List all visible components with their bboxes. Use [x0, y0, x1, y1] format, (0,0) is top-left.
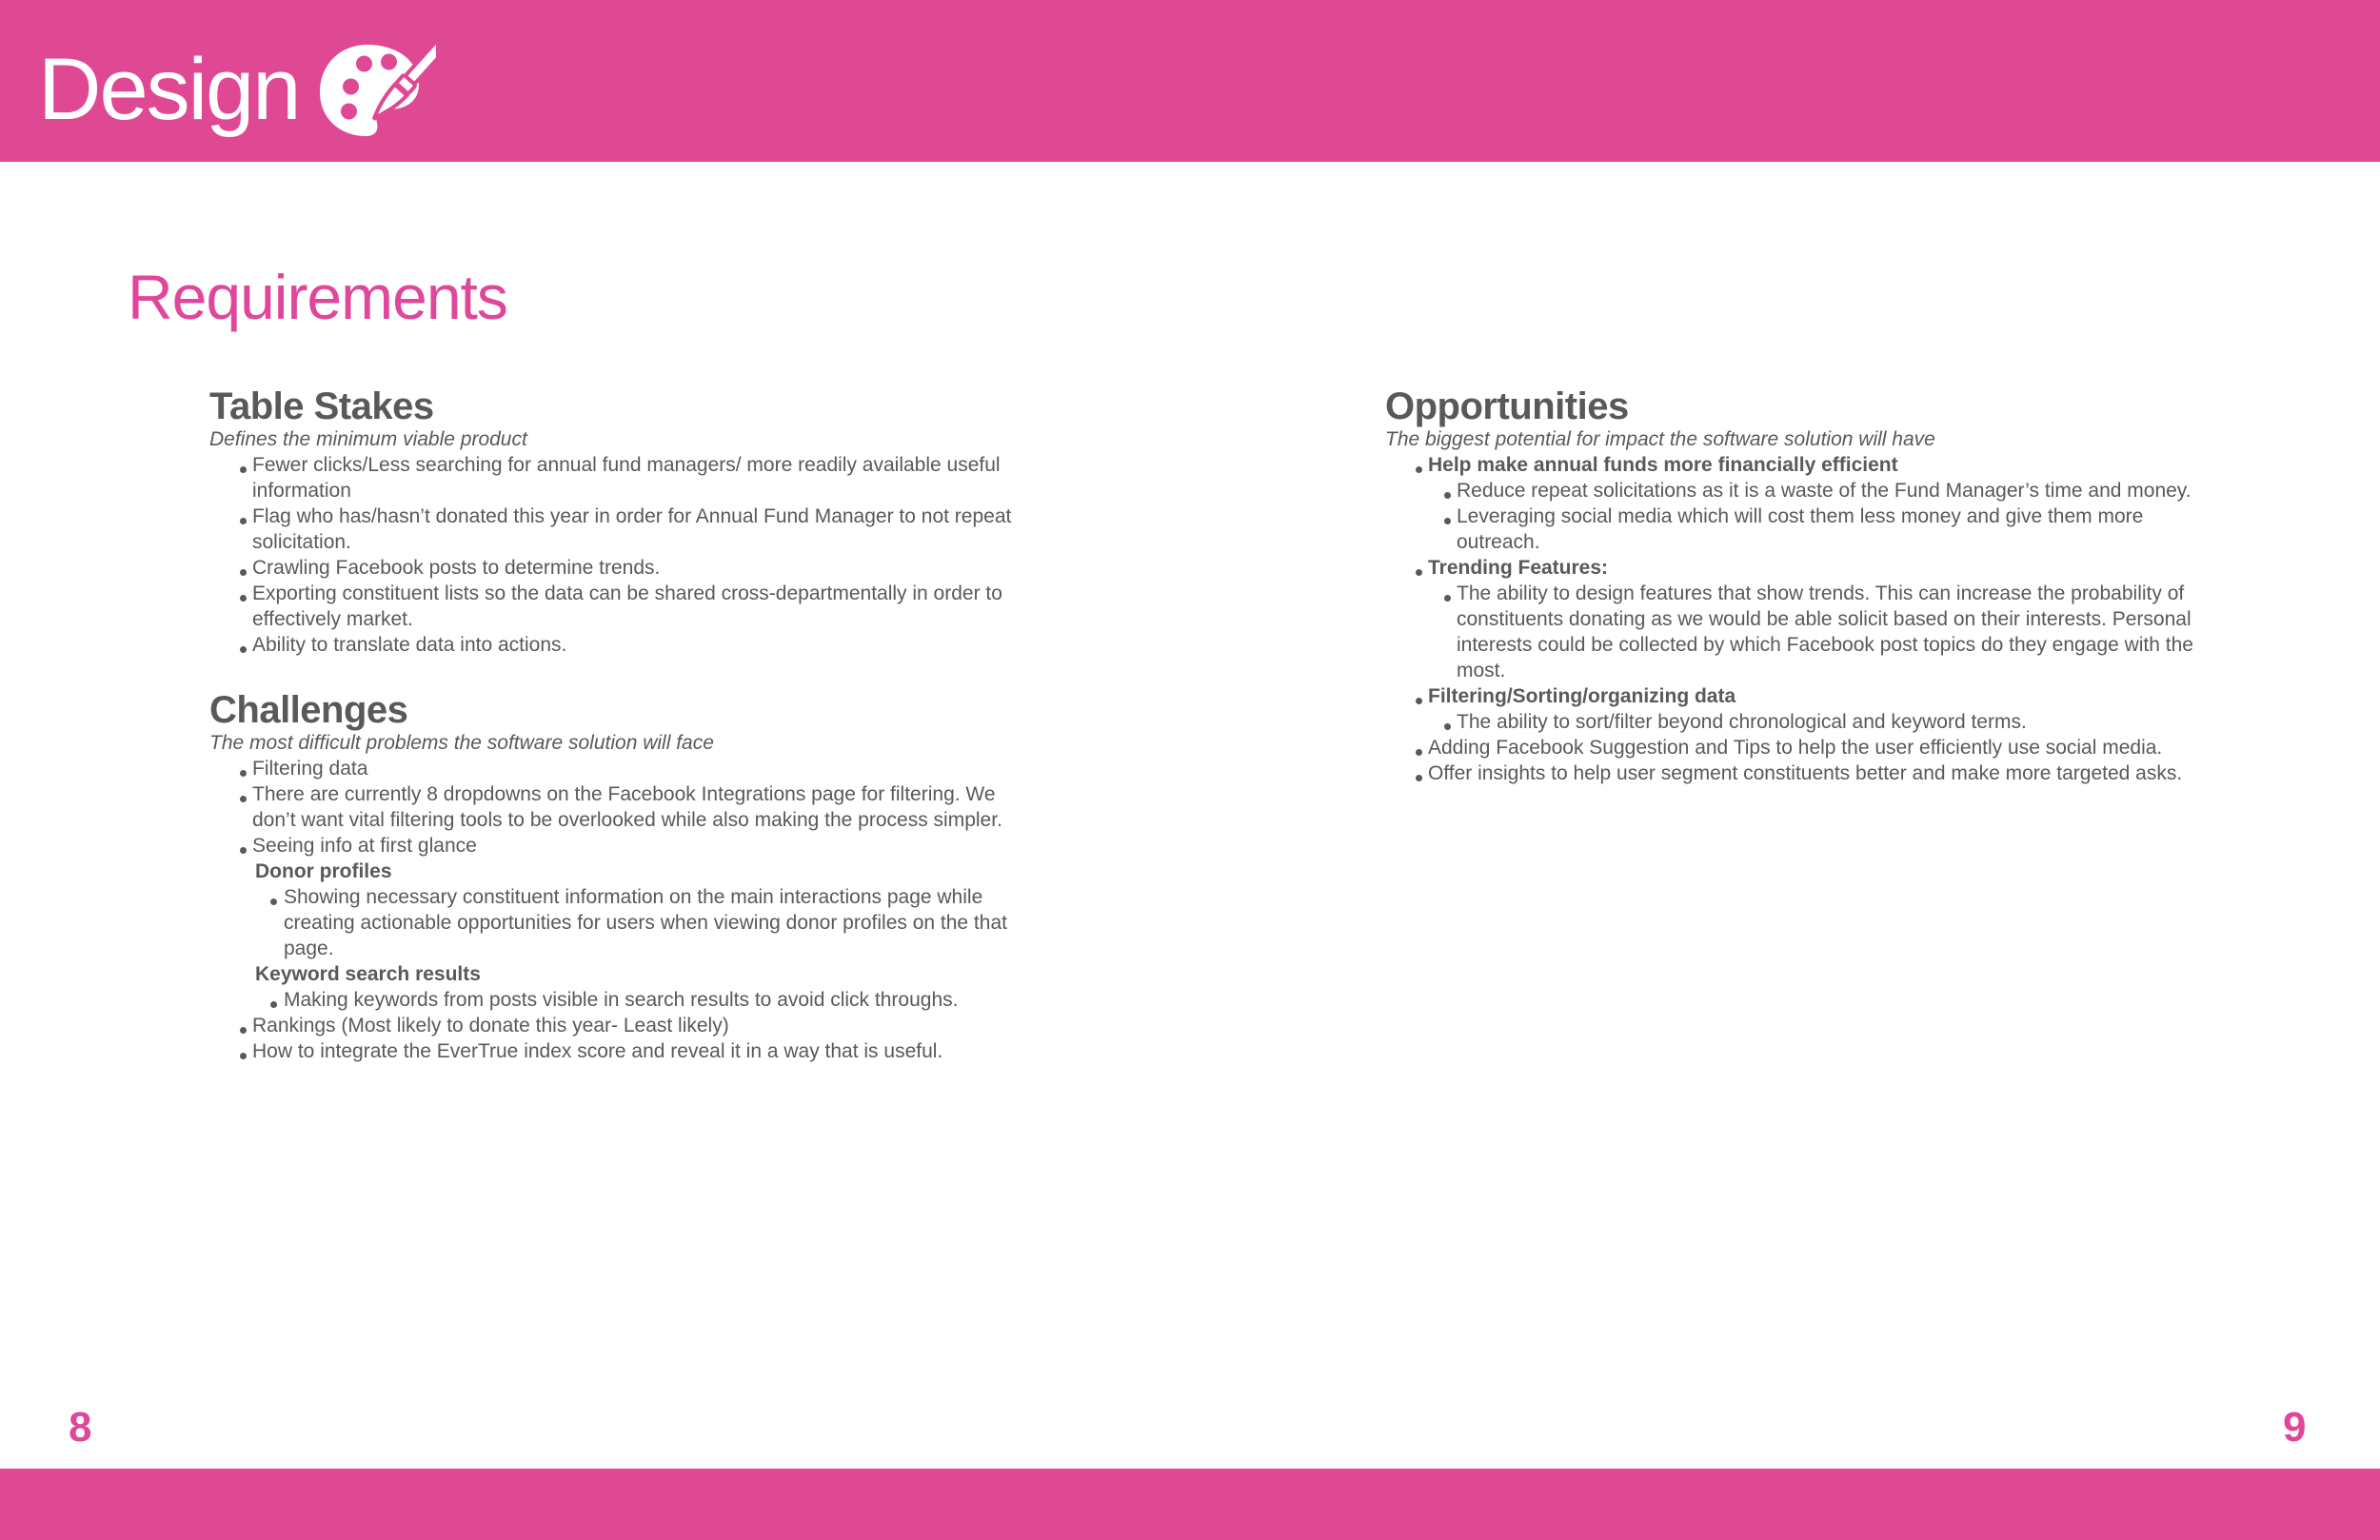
challenges-subtitle: The most difficult problems the software solution will face: [209, 732, 714, 754]
header-title: Design: [38, 41, 300, 138]
palette-icon: [312, 28, 436, 151]
list-item: How to integrate the EverTrue index score and reveal it in a way that is useful.: [209, 1038, 1038, 1064]
opportunities-subtitle: The biggest potential for impact the software solution will have: [1385, 428, 1935, 450]
table-stakes-section: [209, 386, 1038, 658]
list-item: There are currently 8 dropdowns on the Facebook Integrations page for filtering. We don’t want vital filtering tools to be overlooked while also making the process simpler.: [209, 781, 1038, 833]
page-number-left: 8: [69, 1404, 92, 1451]
list-item: Help make annual funds more financially efficient: [1385, 452, 2194, 478]
sub-heading: Donor profiles: [255, 860, 392, 882]
list-item: Leveraging social media which will cost them less money and give them more outreach.: [1385, 503, 2194, 555]
list-item: Making keywords from posts visible in search results to avoid click throughs.: [209, 987, 1038, 1013]
opportunities-list: [1385, 452, 2194, 786]
page-number-right: 9: [2283, 1404, 2307, 1451]
list-item: Fewer clicks/Less searching for annual fund managers/ more readily available useful information: [209, 452, 1038, 503]
list-item: Trending Features:: [1385, 555, 2194, 581]
list-item: Exporting constituent lists so the data can be shared cross-departmentally in order to effectively market.: [209, 581, 1038, 632]
list-item: Rankings (Most likely to donate this year- Least likely): [209, 1013, 1038, 1038]
opportunities-section: [1385, 386, 2194, 786]
list-item: Filtering/Sorting/organizing data: [1385, 683, 2194, 709]
footer-band: [0, 1469, 2380, 1540]
page-title: Requirements: [128, 262, 507, 332]
challenges-section: [209, 690, 1038, 1064]
challenges-list: [209, 756, 1038, 1064]
list-item: Crawling Facebook posts to determine trends.: [209, 555, 1038, 581]
list-item: The ability to sort/filter beyond chronological and keyword terms.: [1385, 709, 2194, 735]
table-stakes-subtitle: Defines the minimum viable product: [209, 428, 527, 450]
list-item: Offer insights to help user segment constituents better and make more targeted asks.: [1385, 760, 2194, 786]
challenges-title: Challenges: [209, 689, 408, 731]
list-item: Showing necessary constituent information on the main interactions page while creating actionable opportunities for users when viewing donor profiles on the that page.: [209, 884, 1038, 961]
list-item: Reduce repeat solicitations as it is a waste of the Fund Manager’s time and money.: [1385, 478, 2194, 503]
list-item: The ability to design features that show trends. This can increase the probability of constituents donating as we would be able solicit based on their interests. Personal interests could be collected by which Facebook post topics do they engage with the most.: [1385, 581, 2194, 683]
header-brand: [38, 42, 436, 137]
opportunities-title: Opportunities: [1385, 385, 1629, 427]
list-item: Flag who has/hasn’t donated this year in order for Annual Fund Manager to not repeat solicitation.: [209, 503, 1038, 555]
sub-heading: Keyword search results: [255, 963, 481, 985]
table-stakes-title: Table Stakes: [209, 385, 434, 427]
list-item: Seeing info at first glance: [209, 833, 1038, 859]
list-item: Adding Facebook Suggestion and Tips to help the user efficiently use social media.: [1385, 735, 2194, 760]
list-item: Ability to translate data into actions.: [209, 632, 1038, 658]
table-stakes-list: [209, 452, 1038, 658]
list-item: Filtering data: [209, 756, 1038, 781]
